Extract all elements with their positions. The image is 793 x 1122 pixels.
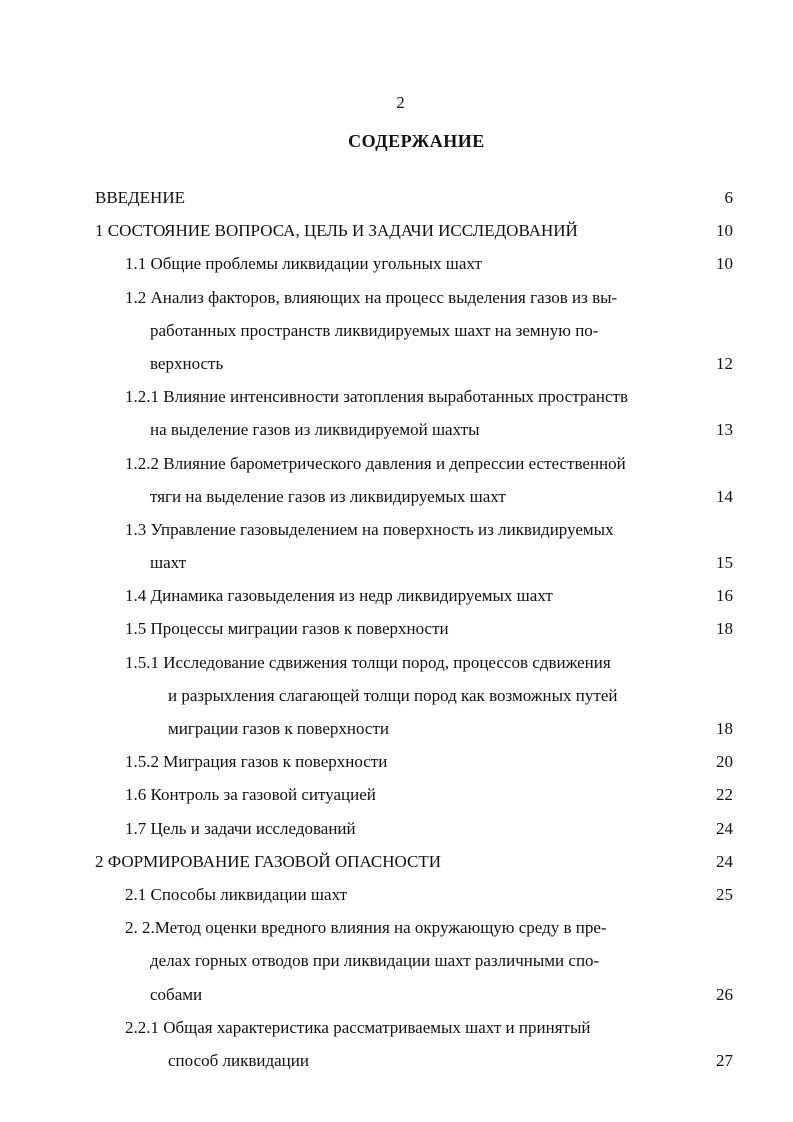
- toc-page-number: 27: [716, 1050, 733, 1070]
- toc-entry-text: ВВЕДЕНИЕ: [95, 188, 185, 207]
- toc-entry-text: 1.2 Анализ факторов, влияющих на процесс выделения газов из вы-: [125, 287, 618, 307]
- toc-entry-text: 1.2.2 Влияние барометрического давления и депрессии естественной: [125, 453, 626, 473]
- toc-line: [0, 549, 793, 582]
- toc-page-number: 20: [716, 752, 733, 772]
- toc-line: [0, 284, 793, 317]
- toc-page-number: 18: [716, 719, 733, 738]
- toc-line: [0, 682, 793, 715]
- toc-line: [0, 615, 793, 648]
- table-of-contents: [0, 184, 793, 1080]
- toc-line: [0, 715, 793, 748]
- toc-entry-text: 1.5 Процессы миграции газов к поверхности: [125, 619, 449, 639]
- toc-line: [0, 914, 793, 947]
- toc-page-number: 24: [716, 851, 733, 871]
- toc-entry-text: 1.4 Динамика газовыделения из недр ликвидируемых шахт: [125, 586, 553, 606]
- toc-line: [0, 981, 793, 1014]
- toc-page-number: 18: [716, 619, 733, 639]
- toc-line: [0, 516, 793, 549]
- toc-line: [0, 582, 793, 615]
- toc-line: [0, 815, 793, 848]
- toc-page-number: 26: [716, 984, 733, 1004]
- toc-page-number: 12: [716, 353, 733, 373]
- toc-entry-text: на выделение газов из ликвидируемой шахты: [150, 420, 480, 440]
- toc-entry-text: 1.5.2 Миграция газов к поверхности: [125, 752, 388, 772]
- toc-entry-text: и разрыхления слагающей толщи пород как возможных путей: [168, 685, 618, 705]
- toc-entry-text: делах горных отводов при ликвидации шахт различными спо-: [150, 951, 600, 971]
- toc-line: [0, 383, 793, 416]
- toc-page-number: 10: [716, 254, 733, 274]
- toc-page-number: 13: [716, 420, 733, 440]
- toc-page-number: 25: [716, 884, 733, 904]
- toc-page-number: 6: [724, 188, 733, 207]
- toc-entry-text: 1.1 Общие проблемы ликвидации угольных шахт: [125, 254, 482, 274]
- toc-page-number: 16: [716, 586, 733, 606]
- toc-line: [0, 649, 793, 682]
- toc-line: [0, 350, 793, 383]
- toc-entry-text: 2.1 Способы ликвидации шахт: [125, 884, 348, 904]
- toc-entry-text: 1.6 Контроль за газовой ситуацией: [125, 785, 376, 805]
- toc-line: [0, 1014, 793, 1047]
- toc-page-number: 14: [716, 486, 733, 506]
- toc-line: [0, 1047, 793, 1080]
- toc-line: [0, 848, 793, 881]
- toc-entry-text: 2. 2.Метод оценки вредного влияния на окружающую среду в пре-: [125, 918, 607, 938]
- toc-line: [0, 881, 793, 914]
- toc-entry-text: тяги на выделение газов из ликвидируемых шахт: [150, 486, 506, 506]
- toc-entry-text: работанных пространств ликвидируемых шахт на земную по-: [150, 320, 599, 340]
- toc-line: [0, 483, 793, 516]
- toc-entry-text: миграции газов к поверхности: [168, 719, 389, 738]
- toc-line: [0, 184, 793, 217]
- toc-entry-text: 1 СОСТОЯНИЕ ВОПРОСА, ЦЕЛЬ И ЗАДАЧИ ИССЛЕДОВАНИЙ: [95, 221, 578, 241]
- toc-entry-text: 1.7 Цель и задачи исследований: [125, 818, 356, 838]
- toc-entry-text: способ ликвидации: [168, 1050, 309, 1070]
- toc-page-number: 24: [716, 818, 733, 838]
- toc-entry-text: собами: [150, 984, 203, 1004]
- toc-entry-text: верхность: [150, 353, 224, 373]
- toc-entry-text: 2 ФОРМИРОВАНИЕ ГАЗОВОЙ ОПАСНОСТИ: [95, 851, 442, 871]
- toc-line: [0, 947, 793, 980]
- toc-line: [0, 416, 793, 449]
- toc-line: [0, 217, 793, 250]
- toc-entry-text: шахт: [150, 553, 187, 573]
- toc-page-number: 10: [716, 221, 733, 241]
- toc-line: [0, 748, 793, 781]
- page-number: 2: [396, 93, 405, 112]
- toc-line: [0, 250, 793, 283]
- toc-line: [0, 317, 793, 350]
- toc-entry-text: 1.2.1 Влияние интенсивности затопления выработанных пространств: [125, 387, 628, 407]
- toc-entry-text: 1.3 Управление газовыделением на поверхность из ликвидируемых: [125, 519, 614, 539]
- toc-line: [0, 450, 793, 483]
- toc-entry-text: 2.2.1 Общая характеристика рассматриваемых шахт и принятый: [125, 1017, 591, 1037]
- toc-entry-text: 1.5.1 Исследование сдвижения толщи пород, процессов сдвижения: [125, 652, 611, 672]
- toc-line: [0, 781, 793, 814]
- toc-page-number: 15: [716, 553, 733, 573]
- toc-page-number: 22: [716, 785, 733, 805]
- page-title: СОДЕРЖАНИЕ: [348, 131, 485, 151]
